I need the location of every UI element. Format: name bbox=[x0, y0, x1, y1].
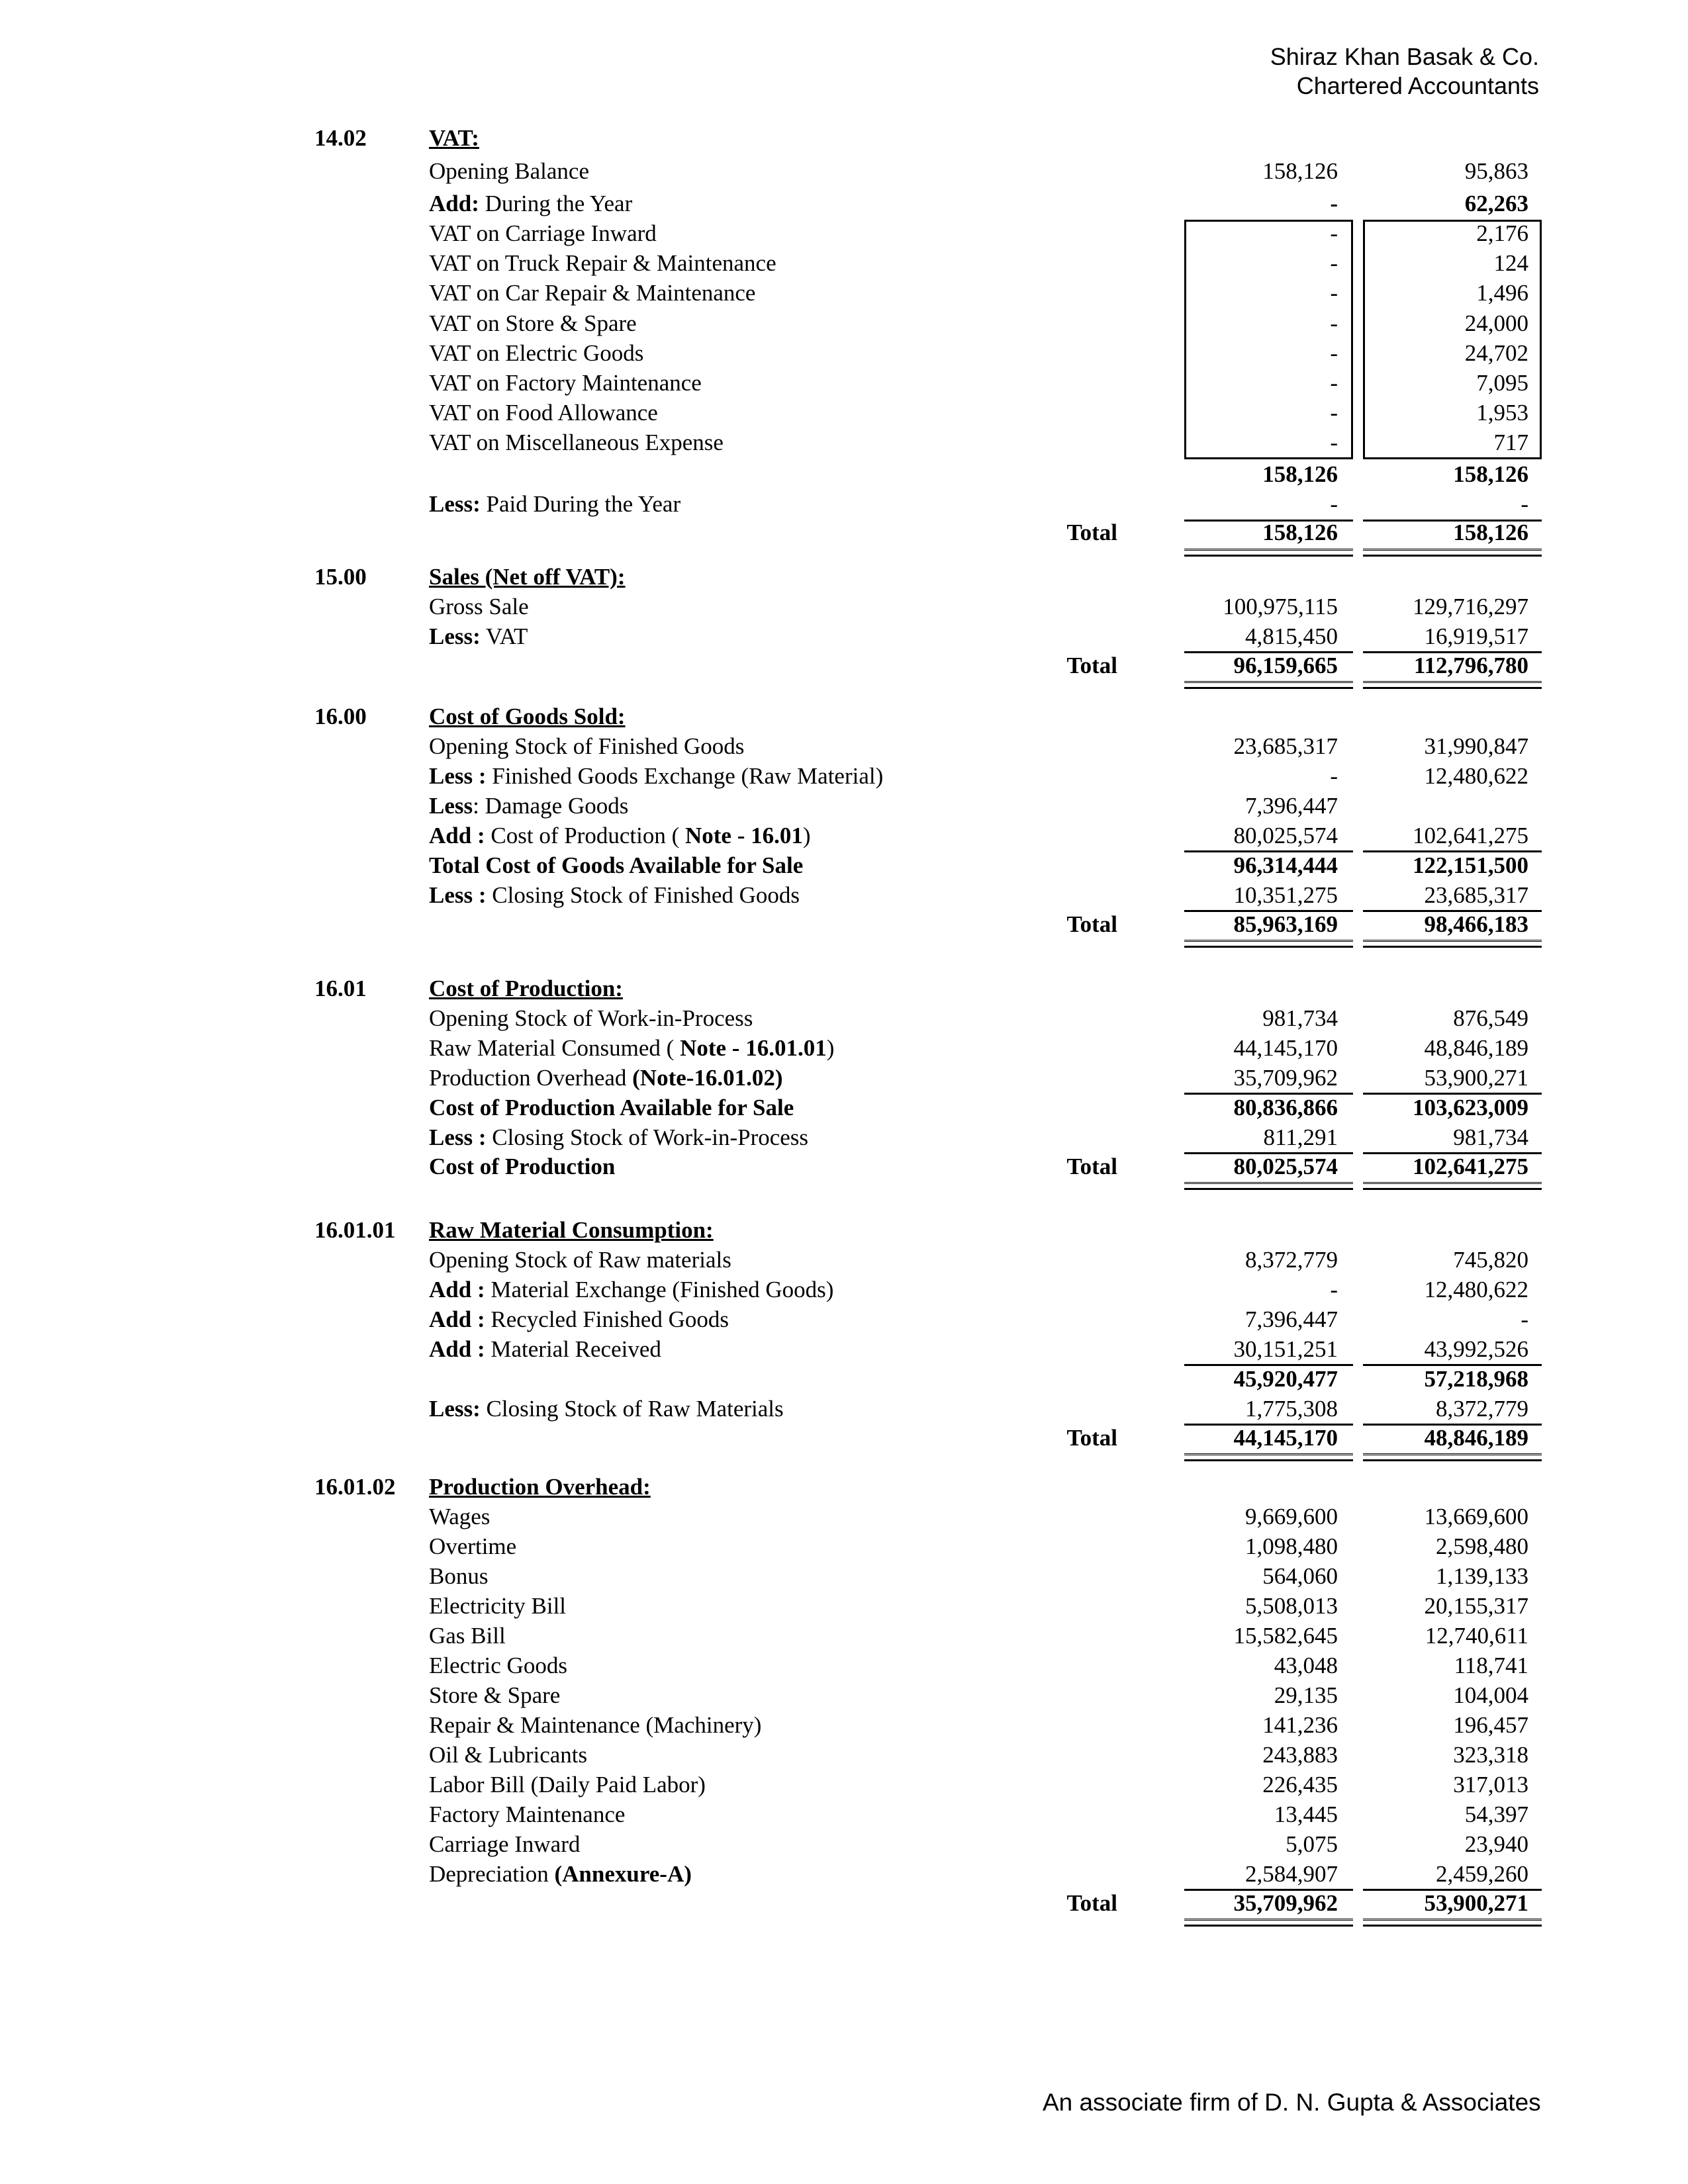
value-current: 44,145,170 bbox=[1233, 1425, 1338, 1451]
value-previous: 12,480,622 bbox=[1424, 763, 1528, 789]
value-previous: 62,263 bbox=[1464, 191, 1528, 216]
total-label: Total bbox=[1066, 520, 1117, 545]
value-current: - bbox=[1330, 340, 1338, 366]
table-row bbox=[0, 1245, 1688, 1275]
value-previous: 129,716,297 bbox=[1413, 594, 1528, 619]
value-previous: 1,139,133 bbox=[1436, 1563, 1528, 1589]
total-row bbox=[0, 1423, 1688, 1453]
table-row bbox=[0, 1531, 1688, 1562]
value-current: 981,734 bbox=[1262, 1005, 1338, 1031]
value-previous: 1,953 bbox=[1476, 400, 1528, 426]
section-header bbox=[0, 562, 1688, 592]
row-label: Carriage Inward bbox=[429, 1831, 581, 1857]
row-prefix: Less: bbox=[429, 491, 481, 517]
row-label: Factory Maintenance bbox=[429, 1801, 626, 1827]
section-number: 16.01.02 bbox=[314, 1474, 396, 1500]
value-current: 35,709,962 bbox=[1233, 1890, 1338, 1916]
table-row bbox=[0, 791, 1688, 821]
total-label: Total bbox=[1066, 911, 1117, 937]
section-title: Cost of Goods Sold: bbox=[429, 704, 626, 729]
double-underline bbox=[1184, 681, 1353, 689]
value-previous: 7,095 bbox=[1476, 370, 1528, 396]
value-current: 158,126 bbox=[1262, 158, 1338, 184]
value-previous: 24,000 bbox=[1464, 310, 1528, 336]
row-label: Opening Stock of Finished Goods bbox=[429, 733, 745, 759]
row-prefix: Less : bbox=[429, 763, 487, 789]
value-current: 10,351,275 bbox=[1233, 882, 1338, 908]
value-previous: 24,702 bbox=[1464, 340, 1528, 366]
section-number: 14.02 bbox=[314, 125, 367, 151]
section-header bbox=[0, 974, 1688, 1004]
table-row bbox=[0, 1859, 1688, 1889]
value-current: 5,075 bbox=[1286, 1831, 1338, 1857]
value-current: 5,508,013 bbox=[1245, 1593, 1338, 1619]
table-row bbox=[0, 592, 1688, 622]
row-label: Production Overhead bbox=[429, 1065, 633, 1091]
section-title: VAT: bbox=[429, 125, 479, 151]
row-prefix: Add : bbox=[429, 1277, 485, 1302]
row-prefix: Add : bbox=[429, 1336, 485, 1362]
total-row bbox=[0, 909, 1688, 940]
table-row bbox=[0, 1003, 1688, 1034]
table-row bbox=[0, 1334, 1688, 1365]
total-row bbox=[0, 1152, 1688, 1182]
note-reference: (Annexure-A) bbox=[554, 1861, 692, 1887]
value-current: 811,291 bbox=[1263, 1124, 1338, 1150]
row-label: Gross Sale bbox=[429, 594, 529, 619]
row-prefix: Less: bbox=[429, 1396, 481, 1422]
table-row bbox=[0, 1829, 1688, 1860]
section-number: 16.00 bbox=[314, 704, 367, 729]
value-current: 80,836,866 bbox=[1233, 1095, 1338, 1120]
value-current: 141,236 bbox=[1262, 1712, 1338, 1738]
table-row bbox=[0, 1304, 1688, 1335]
table-row bbox=[0, 761, 1688, 792]
table-row bbox=[0, 1561, 1688, 1592]
value-previous: - bbox=[1521, 1306, 1528, 1332]
value-previous: 122,151,500 bbox=[1413, 852, 1528, 878]
value-current: 1,775,308 bbox=[1245, 1396, 1338, 1422]
value-previous: 8,372,779 bbox=[1436, 1396, 1528, 1422]
value-current: - bbox=[1330, 1277, 1338, 1302]
double-underline bbox=[1184, 549, 1353, 557]
row-label: Store & Spare bbox=[429, 1682, 561, 1708]
row-label: Bonus bbox=[429, 1563, 489, 1589]
row-label: Opening Balance bbox=[429, 158, 589, 184]
table-row bbox=[0, 1651, 1688, 1681]
section-header bbox=[0, 1472, 1688, 1502]
section-title: Sales (Net off VAT): bbox=[429, 564, 626, 590]
table-row bbox=[0, 1093, 1688, 1123]
value-previous: 158,126 bbox=[1453, 461, 1528, 487]
row-label: VAT on Truck Repair & Maintenance bbox=[429, 250, 776, 277]
value-previous: 2,598,480 bbox=[1436, 1533, 1528, 1559]
firm-name: Shiraz Khan Basak & Co. bbox=[1270, 43, 1539, 70]
value-previous: 103,623,009 bbox=[1413, 1095, 1528, 1120]
value-current: - bbox=[1330, 280, 1338, 306]
row-prefix: Add: bbox=[429, 191, 479, 216]
value-current: 226,435 bbox=[1262, 1772, 1338, 1797]
row-label: Wages bbox=[429, 1504, 491, 1529]
row-label: VAT on Electric Goods bbox=[429, 340, 644, 366]
value-previous: 323,318 bbox=[1453, 1742, 1528, 1768]
table-row bbox=[0, 1740, 1688, 1770]
value-current: 29,135 bbox=[1274, 1682, 1338, 1708]
value-current: 80,025,574 bbox=[1233, 1154, 1338, 1179]
firm-subtitle: Chartered Accountants bbox=[1296, 72, 1539, 99]
table-row bbox=[0, 1063, 1688, 1093]
value-previous: 1,496 bbox=[1476, 280, 1528, 306]
table-row bbox=[0, 621, 1688, 652]
section-title: Production Overhead: bbox=[429, 1474, 651, 1500]
value-previous: 48,846,189 bbox=[1424, 1035, 1528, 1061]
value-current: - bbox=[1330, 250, 1338, 277]
value-previous: 43,992,526 bbox=[1424, 1336, 1528, 1362]
value-current: 30,151,251 bbox=[1233, 1336, 1338, 1362]
value-current: 23,685,317 bbox=[1233, 733, 1338, 759]
value-previous: 2,459,260 bbox=[1436, 1861, 1528, 1887]
table-row bbox=[0, 731, 1688, 762]
value-current: 35,709,962 bbox=[1233, 1065, 1338, 1091]
table-row bbox=[0, 1591, 1688, 1621]
value-previous: 98,466,183 bbox=[1424, 911, 1528, 937]
row-label: VAT on Car Repair & Maintenance bbox=[429, 280, 756, 306]
value-current: 8,372,779 bbox=[1245, 1247, 1338, 1273]
value-current: 45,920,477 bbox=[1233, 1366, 1338, 1392]
row-prefix: Less: bbox=[429, 623, 481, 649]
value-previous: 48,846,189 bbox=[1424, 1425, 1528, 1451]
row-label: VAT bbox=[480, 623, 528, 649]
value-previous: 158,126 bbox=[1453, 520, 1528, 545]
table-row bbox=[0, 1275, 1688, 1305]
value-current: 43,048 bbox=[1274, 1653, 1338, 1678]
row-prefix: Add : bbox=[429, 823, 485, 848]
double-underline bbox=[1184, 1919, 1353, 1927]
double-underline bbox=[1363, 549, 1542, 557]
row-label: Closing Stock of Finished Goods bbox=[486, 882, 800, 908]
section-number: 16.01.01 bbox=[314, 1217, 396, 1243]
double-underline bbox=[1184, 940, 1353, 948]
value-previous: 102,641,275 bbox=[1413, 1154, 1528, 1179]
table-row bbox=[0, 880, 1688, 911]
row-label: Cost of Production ( bbox=[485, 823, 685, 848]
table-row bbox=[0, 821, 1688, 851]
value-previous: 112,796,780 bbox=[1413, 653, 1528, 678]
value-previous: 981,734 bbox=[1453, 1124, 1528, 1150]
total-row bbox=[0, 1888, 1688, 1919]
double-underline bbox=[1363, 1453, 1542, 1461]
row-prefix: Less : bbox=[429, 882, 487, 908]
total-label: Total bbox=[1066, 1890, 1117, 1916]
value-current: 158,126 bbox=[1262, 520, 1338, 545]
firm-header bbox=[1270, 42, 1539, 101]
row-label: Total Cost of Goods Available for Sale bbox=[429, 852, 804, 878]
row-label: VAT on Carriage Inward bbox=[429, 220, 657, 246]
value-previous: 104,004 bbox=[1453, 1682, 1528, 1708]
value-current: 100,975,115 bbox=[1223, 594, 1338, 619]
row-label: Electric Goods bbox=[429, 1653, 567, 1678]
row-label: Repair & Maintenance (Machinery) bbox=[429, 1712, 762, 1738]
value-previous: 124 bbox=[1493, 250, 1528, 277]
value-current: 13,445 bbox=[1274, 1801, 1338, 1827]
row-label: Gas Bill bbox=[429, 1623, 506, 1649]
row-label: : Damage Goods bbox=[473, 793, 629, 819]
note-reference: Note - 16.01 bbox=[684, 823, 803, 848]
table-row bbox=[0, 1710, 1688, 1741]
row-label: Electricity Bill bbox=[429, 1593, 567, 1619]
value-previous: 717 bbox=[1493, 430, 1528, 456]
value-previous: 102,641,275 bbox=[1413, 823, 1528, 848]
value-current: 564,060 bbox=[1262, 1563, 1338, 1589]
double-underline bbox=[1363, 1182, 1542, 1190]
section-title: Raw Material Consumption: bbox=[429, 1217, 714, 1243]
row-prefix: Add : bbox=[429, 1306, 485, 1332]
row-label: VAT on Food Allowance bbox=[429, 400, 658, 426]
value-current: 85,963,169 bbox=[1233, 911, 1338, 937]
page-footer: An associate firm of D. N. Gupta & Associates bbox=[1043, 2089, 1541, 2116]
double-underline bbox=[1184, 1182, 1353, 1190]
value-current: 9,669,600 bbox=[1245, 1504, 1338, 1529]
row-label: Opening Stock of Work-in-Process bbox=[429, 1005, 753, 1031]
section-header bbox=[0, 1215, 1688, 1246]
value-previous: 54,397 bbox=[1464, 1801, 1528, 1827]
value-current: 4,815,450 bbox=[1245, 623, 1338, 649]
value-previous: - bbox=[1521, 491, 1528, 517]
subtotal-row bbox=[0, 459, 1688, 490]
value-previous: 23,940 bbox=[1464, 1831, 1528, 1857]
table-row bbox=[0, 489, 1688, 520]
total-label: Total bbox=[1066, 1154, 1117, 1179]
row-label: Overtime bbox=[429, 1533, 517, 1559]
table-row bbox=[0, 1033, 1688, 1064]
value-previous: 876,549 bbox=[1453, 1005, 1528, 1031]
total-row bbox=[0, 518, 1688, 548]
section-header bbox=[0, 123, 1688, 154]
double-underline bbox=[1363, 940, 1542, 948]
row-label-suffix: ) bbox=[826, 1035, 835, 1061]
row-label: Finished Goods Exchange (Raw Material) bbox=[486, 763, 884, 789]
value-previous: 317,013 bbox=[1453, 1772, 1528, 1797]
table-row bbox=[0, 850, 1688, 881]
section-title: Cost of Production: bbox=[429, 976, 623, 1001]
value-previous: 31,990,847 bbox=[1424, 733, 1528, 759]
value-previous: 16,919,517 bbox=[1424, 623, 1528, 649]
total-row bbox=[0, 651, 1688, 681]
table-row bbox=[0, 189, 1688, 219]
row-prefix: Less : bbox=[429, 1124, 487, 1150]
row-label: Recycled Finished Goods bbox=[485, 1306, 729, 1332]
table-row bbox=[0, 1621, 1688, 1651]
total-label: Total bbox=[1066, 1425, 1117, 1451]
section-header bbox=[0, 702, 1688, 732]
table-row bbox=[0, 1394, 1688, 1424]
value-current: - bbox=[1330, 191, 1338, 216]
double-underline bbox=[1184, 1453, 1353, 1461]
value-previous: 118,741 bbox=[1454, 1653, 1528, 1678]
value-previous: 2,176 bbox=[1476, 220, 1528, 246]
value-previous: 13,669,600 bbox=[1424, 1504, 1528, 1529]
table-row bbox=[0, 1122, 1688, 1153]
section-number: 16.01 bbox=[314, 976, 367, 1001]
value-current: 15,582,645 bbox=[1233, 1623, 1338, 1649]
row-label: Material Received bbox=[485, 1336, 661, 1362]
note-reference: (Note-16.01.02) bbox=[632, 1065, 783, 1091]
row-label: VAT on Factory Maintenance bbox=[429, 370, 702, 396]
value-previous: 745,820 bbox=[1453, 1247, 1528, 1273]
value-previous: 12,740,611 bbox=[1425, 1623, 1528, 1649]
row-label: Cost of Production bbox=[429, 1154, 616, 1179]
section-number: 15.00 bbox=[314, 564, 367, 590]
value-previous: 57,218,968 bbox=[1424, 1366, 1528, 1392]
row-label: Oil & Lubricants bbox=[429, 1742, 588, 1768]
row-label: Closing Stock of Raw Materials bbox=[480, 1396, 784, 1422]
value-current: - bbox=[1330, 491, 1338, 517]
total-label: Total bbox=[1066, 653, 1117, 678]
detail-box-current bbox=[1184, 220, 1353, 459]
value-current: - bbox=[1330, 370, 1338, 396]
subtotal-row bbox=[0, 1364, 1688, 1394]
row-label: VAT on Store & Spare bbox=[429, 310, 637, 336]
value-previous: 53,900,271 bbox=[1424, 1890, 1528, 1916]
row-prefix: Less bbox=[429, 793, 473, 819]
value-current: 96,159,665 bbox=[1233, 653, 1338, 678]
row-label: Labor Bill (Daily Paid Labor) bbox=[429, 1772, 706, 1797]
table-row bbox=[0, 1770, 1688, 1800]
row-label: Raw Material Consumed ( bbox=[429, 1035, 680, 1061]
row-label: Paid During the Year bbox=[480, 491, 681, 517]
table-row bbox=[0, 1680, 1688, 1711]
note-reference: Note - 16.01.01 bbox=[680, 1035, 827, 1061]
value-current: - bbox=[1330, 400, 1338, 426]
double-underline bbox=[1363, 1919, 1542, 1927]
row-label: VAT on Miscellaneous Expense bbox=[429, 430, 724, 456]
value-current: 1,098,480 bbox=[1245, 1533, 1338, 1559]
double-underline bbox=[1363, 681, 1542, 689]
value-previous: 23,685,317 bbox=[1424, 882, 1528, 908]
row-label-suffix: ) bbox=[802, 823, 811, 848]
value-previous: 95,863 bbox=[1464, 158, 1528, 184]
value-previous: 53,900,271 bbox=[1424, 1065, 1528, 1091]
value-current: 2,584,907 bbox=[1245, 1861, 1338, 1887]
value-current: - bbox=[1330, 310, 1338, 336]
value-previous: 196,457 bbox=[1453, 1712, 1528, 1738]
value-current: - bbox=[1330, 763, 1338, 789]
row-label: Material Exchange (Finished Goods) bbox=[485, 1277, 834, 1302]
value-current: - bbox=[1330, 430, 1338, 456]
row-label: Depreciation bbox=[429, 1861, 555, 1887]
value-current: 7,396,447 bbox=[1245, 1306, 1338, 1332]
row-label: Opening Stock of Raw materials bbox=[429, 1247, 731, 1273]
row-label: Closing Stock of Work-in-Process bbox=[486, 1124, 809, 1150]
value-current: 7,396,447 bbox=[1245, 793, 1338, 819]
table-row bbox=[0, 1799, 1688, 1830]
value-current: 80,025,574 bbox=[1233, 823, 1338, 848]
value-current: 96,314,444 bbox=[1233, 852, 1338, 878]
value-current: 158,126 bbox=[1262, 461, 1338, 487]
value-previous: 12,480,622 bbox=[1424, 1277, 1528, 1302]
row-label: Cost of Production Available for Sale bbox=[429, 1095, 794, 1120]
value-previous: 20,155,317 bbox=[1424, 1593, 1528, 1619]
table-row bbox=[0, 156, 1688, 187]
table-row bbox=[0, 1502, 1688, 1532]
row-label: During the Year bbox=[479, 191, 633, 216]
value-current: 243,883 bbox=[1262, 1742, 1338, 1768]
value-current: 44,145,170 bbox=[1233, 1035, 1338, 1061]
detail-box-previous bbox=[1363, 220, 1542, 459]
value-current: - bbox=[1330, 220, 1338, 246]
